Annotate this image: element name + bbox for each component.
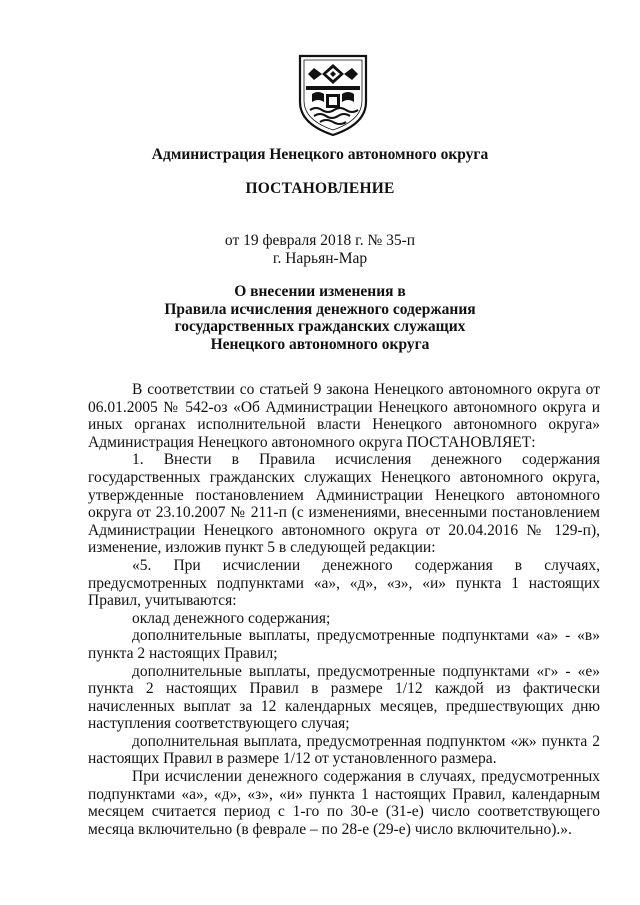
body-paragraph-list-item: дополнительные выплаты, предусмотренные подпунктами «а» - «в» пункта 2 настоящих Правил; (88, 627, 600, 662)
agency-name: Администрация Ненецкого автономного округа (151, 146, 489, 163)
body-paragraph-preamble: В соответствии со статьей 9 закона Ненецкого автономного округа от 06.01.2005 № 542-оз «Об Администрации Ненецкого автономного округа и иных органах исполнительной власти Ненецкого автономного округа» Администрация Ненецкого автономного округа ПОСТАНОВЛЯЕТ: (88, 381, 600, 451)
coat-of-arms-icon (296, 52, 370, 138)
document-title (0, 283, 640, 353)
body-paragraph-list-item: оклад денежного содержания; (132, 609, 331, 627)
title-line: государственных гражданских служащих (174, 318, 466, 336)
body-paragraph-list-item: дополнительная выплата, предусмотренная подпунктом «ж» пункта 2 настоящих Правил в размере 1/12 от установленного размера. (88, 732, 600, 768)
body-paragraph-item-1: 1. Внести в Правила исчисления денежного содержания государственных гражданских служащих Ненецкого автономного округа, утвержденные постановлением Администрации Ненецкого автономного округа от 23.10.2007 № 211-п (с изменениями, внесенными постановлением Администрации Ненецкого автономного округа от 20.04.2016 № 129-п), изменение, изложив пункт 5 в следующей редакции: (88, 451, 600, 557)
document-city: г. Нарьян-Мар (272, 250, 368, 267)
document-date-number: от 19 февраля 2018 г. № 35-п (224, 232, 416, 249)
title-line: О внесении изменения в (234, 283, 406, 300)
document-body (88, 381, 600, 838)
body-paragraph-closing: При исчислении денежного содержания в случаях, предусмотренных подпунктами «а», «д», «з», «и» пункта 1 настоящих Правил, календарным месяцем считается период с 1-го по 30-е (31-е) число соответствующего месяца включительно (в феврале – по 28-е (29-е) число включительно).». (88, 768, 600, 838)
title-line: Правила исчисления денежного содержания (164, 300, 476, 318)
body-paragraph-list-item: дополнительные выплаты, предусмотренные подпунктами «г» - «е» пункта 2 настоящих Правил в размере 1/12 каждой из фактически начисленных выплат за 12 календарных месяцев, предшествующих дню наступления соответствующего случая; (88, 662, 600, 733)
body-paragraph-point-5: «5. При исчислении денежного содержания в случаях, предусмотренных подпунктами «а», «д», «з», «и» пункта 1 настоящих Правил, учитываются: (88, 556, 600, 610)
title-line: Ненецкого автономного округа (210, 335, 430, 353)
document-type: ПОСТАНОВЛЕНИЕ (245, 180, 395, 197)
